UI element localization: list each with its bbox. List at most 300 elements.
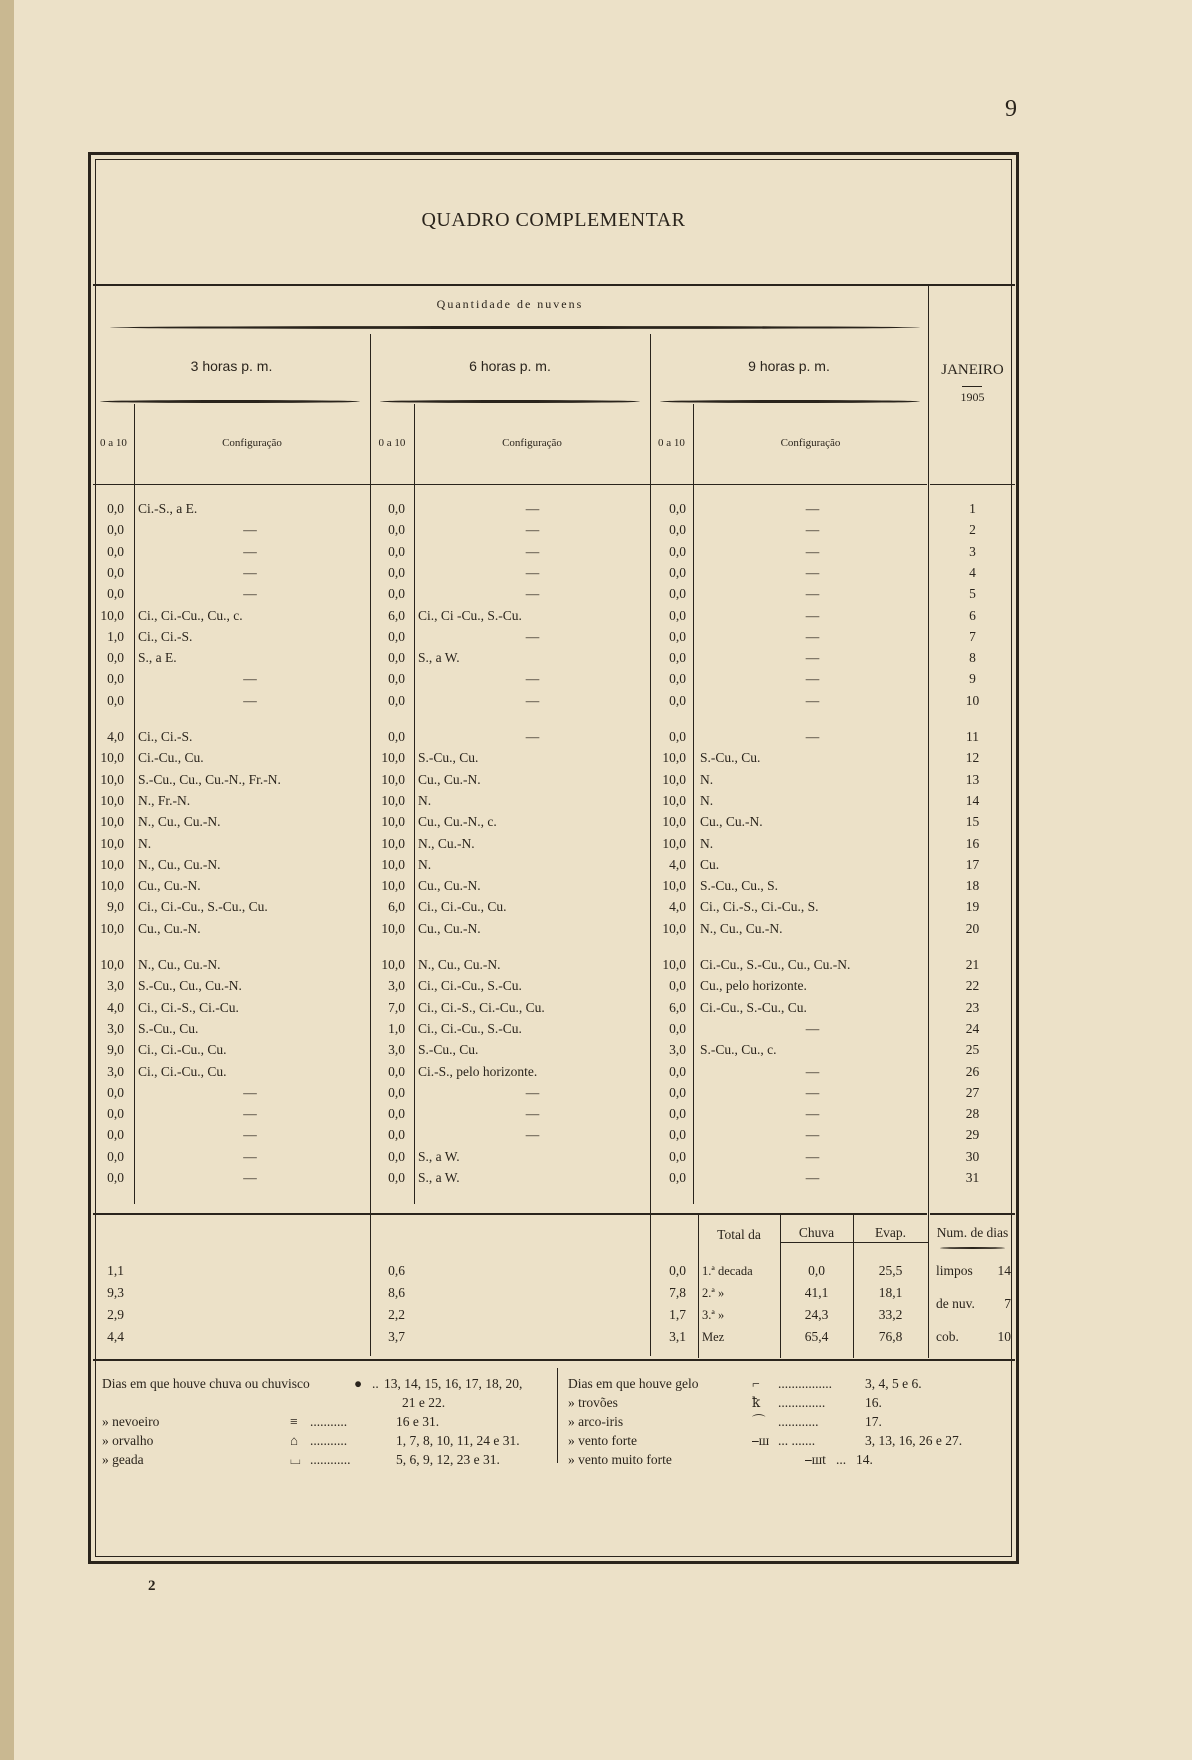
- cell-value: 0,0: [107, 1148, 124, 1164]
- cell-config: N.: [138, 835, 152, 851]
- cell-value: 0,0: [669, 1084, 686, 1100]
- summary-rain: 65,4: [804, 1329, 829, 1344]
- footer-leader: ..: [372, 1376, 379, 1391]
- cell-config: —: [525, 1127, 540, 1143]
- weather-symbol-icon: ⎯ш: [752, 1433, 770, 1448]
- cell-config: N., Cu.-N.: [418, 835, 475, 851]
- cell-value: 7,0: [388, 999, 405, 1015]
- cell-value: 10,0: [100, 771, 124, 787]
- cell-value: 10,0: [100, 792, 124, 808]
- cell-config: Ci.-Cu., S.-Cu., Cu.: [700, 999, 807, 1015]
- day-number: 31: [965, 1170, 980, 1185]
- cell-value: 0,0: [107, 1170, 124, 1185]
- cell-config: Cu., Cu.-N.: [418, 920, 481, 936]
- cell-value: 9,0: [107, 899, 124, 915]
- day-number: 13: [965, 771, 980, 787]
- day-number: 15: [965, 814, 980, 830]
- cell-config: Ci., Ci.-S., Ci.-Cu.: [138, 999, 239, 1015]
- day-number: 23: [965, 999, 980, 1015]
- cell-config: —: [243, 564, 257, 580]
- footer-divider: [557, 1368, 558, 1463]
- day-number: 12: [965, 750, 980, 766]
- cell-value: 10,0: [662, 814, 686, 830]
- cell-config: —: [243, 1106, 257, 1122]
- cell-value: 10,0: [100, 750, 124, 766]
- cell-value: 3,0: [388, 1042, 405, 1058]
- cell-value: 0,0: [107, 692, 124, 708]
- cell-value: 10,0: [381, 920, 405, 936]
- day-number: 28: [965, 1106, 980, 1122]
- cell-value: 0,0: [388, 1170, 405, 1185]
- cell-value: 3,0: [107, 1020, 124, 1036]
- cell-config: N., Cu., Cu.-N.: [700, 920, 783, 936]
- scale-column-header: 0 a 10: [378, 437, 406, 449]
- summary-value: 4,4: [107, 1329, 124, 1344]
- cell-value: 0,0: [388, 650, 405, 666]
- cell-config: Ci.-S., pelo horizonte.: [418, 1063, 538, 1079]
- footer-leader: ............: [310, 1452, 351, 1467]
- cell-value: 0,0: [388, 522, 405, 538]
- cell-config: —: [805, 729, 820, 744]
- cell-value: 0,0: [107, 564, 124, 580]
- cell-value: 9,0: [107, 1042, 124, 1058]
- cell-value: 0,0: [669, 1063, 686, 1079]
- table-title: QUADRO COMPLEMENTAR: [421, 209, 686, 231]
- cell-config: N.: [418, 856, 432, 872]
- decorative-swash: [660, 400, 920, 403]
- cell-value: 0,0: [388, 1084, 405, 1100]
- footer-label: » nevoeiro: [102, 1414, 160, 1429]
- day-number: 6: [969, 607, 976, 623]
- cell-value: 10,0: [100, 920, 124, 936]
- cell-config: —: [525, 671, 540, 687]
- day-number: 30: [965, 1148, 980, 1164]
- day-number: 27: [965, 1084, 980, 1100]
- cell-config: Ci., Ci.-S.: [138, 628, 193, 644]
- cell-config: Ci., Ci.-Cu., S.-Cu.: [418, 1020, 522, 1036]
- cell-value: 10,0: [381, 814, 405, 830]
- cell-config: N., Cu., Cu.-N.: [418, 957, 501, 972]
- cell-value: 0,0: [388, 586, 405, 602]
- cell-value: 0,0: [107, 586, 124, 602]
- clear-days-value: 14: [997, 1263, 1011, 1278]
- cell-value: 0,0: [388, 671, 405, 687]
- cell-value: 10,0: [381, 957, 405, 972]
- cell-config: —: [525, 586, 540, 602]
- cell-value: 0,0: [388, 1148, 405, 1164]
- cell-value: 0,0: [388, 1127, 405, 1143]
- summary-evap: 33,2: [878, 1307, 903, 1322]
- cell-value: 0,0: [107, 522, 124, 538]
- footer-value: 5, 6, 9, 12, 23 e 31.: [396, 1452, 500, 1467]
- day-number: 22: [965, 978, 980, 994]
- scale-column-header: 0 a 10: [100, 437, 127, 449]
- cell-value: 6,0: [669, 999, 686, 1015]
- summary-end-rule: [93, 1359, 1015, 1361]
- weather-symbol-icon: ⌂: [290, 1433, 299, 1448]
- cell-config: —: [525, 522, 540, 538]
- cell-value: 10,0: [381, 835, 405, 851]
- cell-config: Cu.: [700, 856, 720, 872]
- cell-value: 10,0: [662, 750, 686, 766]
- footer-leader: ............: [778, 1414, 819, 1429]
- day-number: 11: [966, 729, 979, 744]
- cell-value: 0,0: [669, 1106, 686, 1122]
- clear-days-label: limpos: [936, 1263, 973, 1278]
- header-rule: [93, 284, 1015, 286]
- year-label: 1905: [960, 390, 985, 404]
- data-end-rule: [93, 1213, 927, 1215]
- cell-config: N.: [418, 792, 432, 808]
- day-number: 21: [965, 957, 980, 972]
- day-number: 10: [965, 692, 980, 708]
- footer-value: 3, 13, 16, 26 e 27.: [865, 1433, 963, 1448]
- cell-config: —: [805, 1084, 820, 1100]
- day-number: 8: [969, 650, 976, 666]
- summary-value: 0,0: [669, 1263, 686, 1278]
- cell-value: 0,0: [669, 543, 686, 559]
- cell-config: —: [525, 543, 540, 559]
- cell-config: S.-Cu., Cu., S.: [700, 878, 779, 894]
- day-number: 1: [969, 501, 976, 516]
- footer-label: Dias em que houve gelo: [568, 1376, 699, 1391]
- footer-label: » vento muito forte: [568, 1452, 672, 1467]
- weather-symbol-icon: ●: [354, 1376, 363, 1391]
- cell-value: 0,0: [669, 586, 686, 602]
- cell-value: 6,0: [388, 899, 405, 915]
- cell-config: —: [805, 1063, 820, 1079]
- footer-label: » orvalho: [102, 1433, 154, 1448]
- cell-config: —: [243, 671, 257, 687]
- summary-period: 1.ª decada: [702, 1264, 753, 1278]
- footer-label: » arco-iris: [568, 1414, 624, 1429]
- day-number: 9: [969, 671, 976, 687]
- cell-value: 6,0: [388, 607, 405, 623]
- column-divider: [414, 404, 415, 1204]
- cell-config: S., a W.: [418, 1148, 460, 1164]
- period-label: 9 horas p. m.: [748, 358, 830, 374]
- day-number: 25: [965, 1042, 980, 1058]
- cell-value: 0,0: [388, 564, 405, 580]
- weather-symbol-icon: ⌐: [752, 1376, 760, 1391]
- cell-value: 0,0: [669, 1020, 686, 1036]
- cell-config: —: [243, 586, 257, 602]
- cell-config: —: [243, 1084, 257, 1100]
- cell-config: Cu., Cu.-N.: [418, 771, 481, 787]
- cell-value: 1,0: [107, 628, 124, 644]
- cell-value: 10,0: [662, 771, 686, 787]
- bottom-signature-mark: 2: [148, 1578, 156, 1594]
- cell-value: 3,0: [388, 978, 405, 994]
- column-header-rule: [930, 484, 1015, 485]
- cell-config: S.-Cu., Cu., c.: [700, 1042, 777, 1058]
- config-column-header: Configuração: [222, 437, 282, 449]
- footer-label: » trovões: [568, 1395, 618, 1410]
- cell-config: Cu., pelo horizonte.: [700, 978, 807, 994]
- summary-evap: 76,8: [878, 1329, 903, 1344]
- cell-config: —: [805, 628, 820, 644]
- cell-value: 3,0: [107, 978, 124, 994]
- summary-value: 9,3: [107, 1285, 124, 1300]
- period-label: 3 horas p. m.: [190, 358, 273, 374]
- cell-value: 0,0: [388, 729, 405, 744]
- month-label: JANEIRO: [941, 362, 1004, 378]
- cell-config: —: [525, 501, 540, 516]
- cell-config: Ci., Ci.-Cu., Cu.: [138, 1042, 227, 1058]
- cell-value: 4,0: [107, 999, 124, 1015]
- cell-value: 0,0: [669, 692, 686, 708]
- cell-config: N., Fr.-N.: [138, 792, 191, 808]
- footer-leader: ...........: [310, 1414, 348, 1429]
- cell-config: —: [243, 1170, 257, 1185]
- cell-value: 0,0: [669, 501, 686, 516]
- cell-config: Cu., Cu.-N.: [138, 878, 201, 894]
- cell-config: Ci., Ci.-Cu., S.-Cu., Cu.: [138, 899, 268, 915]
- cell-config: Ci., Ci.-S.: [138, 729, 193, 744]
- cell-config: N.: [700, 835, 714, 851]
- cell-value: 0,0: [388, 1106, 405, 1122]
- cell-value: 10,0: [662, 957, 686, 972]
- cell-value: 10,0: [662, 792, 686, 808]
- cell-config: —: [525, 729, 540, 744]
- cell-config: Ci.-Cu., Cu.: [138, 750, 204, 766]
- cell-value: 3,0: [669, 1042, 686, 1058]
- cell-value: 0,0: [669, 564, 686, 580]
- cell-value: 0,0: [669, 978, 686, 994]
- overcast-days-label: cob.: [936, 1329, 959, 1344]
- day-number: 5: [969, 586, 976, 602]
- summary-value: 2,2: [388, 1307, 405, 1322]
- cell-config: Ci., Ci.-S., Ci.-Cu., S.: [700, 899, 819, 915]
- column-divider: [693, 404, 694, 1204]
- cell-value: 10,0: [662, 835, 686, 851]
- cell-config: —: [805, 1170, 820, 1185]
- summary-value: 7,8: [669, 1285, 686, 1300]
- summary-value: 3,7: [388, 1329, 405, 1344]
- cell-value: 0,0: [388, 628, 405, 644]
- footer-label: » vento forte: [568, 1433, 637, 1448]
- cell-value: 10,0: [381, 792, 405, 808]
- footer-value: 16.: [865, 1395, 882, 1410]
- cell-config: —: [805, 692, 820, 708]
- cell-config: —: [805, 1106, 820, 1122]
- summary-value: 1,1: [107, 1263, 124, 1278]
- footer-value: 1, 7, 8, 10, 11, 24 e 31.: [396, 1433, 520, 1448]
- footer-leader: ... .......: [778, 1433, 816, 1448]
- cell-value: 10,0: [100, 856, 124, 872]
- cell-value: 0,0: [669, 671, 686, 687]
- cell-config: N., Cu., Cu.-N.: [138, 856, 221, 872]
- cell-config: —: [805, 1148, 820, 1164]
- cell-config: —: [805, 564, 820, 580]
- cell-value: 10,0: [100, 607, 124, 623]
- summary-rain: 41,1: [804, 1285, 829, 1300]
- cell-value: 0,0: [669, 1148, 686, 1164]
- cell-value: 10,0: [100, 878, 124, 894]
- cell-config: —: [805, 501, 820, 516]
- cell-value: 0,0: [669, 1127, 686, 1143]
- cell-config: —: [243, 1148, 257, 1164]
- weather-symbol-icon: ≡: [290, 1414, 298, 1429]
- day-number: 29: [965, 1127, 980, 1143]
- cell-config: Ci.-Cu., S.-Cu., Cu., Cu.-N.: [700, 957, 851, 972]
- cell-config: —: [805, 522, 820, 538]
- rain-header: Chuva: [798, 1225, 835, 1240]
- period-label: 6 horas p. m.: [469, 358, 551, 374]
- day-number: 18: [965, 878, 980, 894]
- cell-config: —: [525, 1106, 540, 1122]
- cell-config: S.-Cu., Cu.: [418, 1042, 479, 1058]
- footer-value: 3, 4, 5 e 6.: [865, 1376, 922, 1391]
- cell-value: 0,0: [107, 543, 124, 559]
- column-header-rule: [93, 484, 927, 485]
- cell-value: 0,0: [669, 650, 686, 666]
- summary-subheader-rule: [780, 1242, 928, 1243]
- cell-value: 0,0: [107, 1106, 124, 1122]
- cell-config: N.: [700, 792, 714, 808]
- summary-value: 0,6: [388, 1263, 405, 1278]
- cloudy-days-value: 7: [1004, 1296, 1011, 1311]
- decorative-swash: [380, 400, 640, 403]
- cell-value: 10,0: [662, 878, 686, 894]
- summary-value: 2,9: [107, 1307, 124, 1322]
- summary-period: Mez: [702, 1330, 725, 1344]
- month-underline: [962, 386, 982, 387]
- summary-value: 3,1: [669, 1329, 686, 1344]
- cell-value: 0,0: [388, 1063, 405, 1079]
- cell-value: 0,0: [669, 607, 686, 623]
- day-number: 3: [969, 543, 976, 559]
- cell-config: Cu., Cu.-N.: [138, 920, 201, 936]
- weather-symbol-icon: ꝁ: [752, 1395, 761, 1410]
- cell-value: 10,0: [381, 856, 405, 872]
- cell-value: 0,0: [388, 692, 405, 708]
- decorative-swash: [100, 400, 360, 403]
- page-number: 9: [1005, 96, 1017, 122]
- cell-config: S.-Cu., Cu., Cu.-N., Fr.-N.: [138, 771, 281, 787]
- cell-value: 10,0: [381, 750, 405, 766]
- footer-value: 16 e 31.: [396, 1414, 440, 1429]
- cell-value: 1,0: [388, 1020, 405, 1036]
- page-binding-edge: [0, 0, 14, 1760]
- summary-rain: 24,3: [804, 1307, 829, 1322]
- day-number: 17: [965, 856, 980, 872]
- cell-config: —: [525, 564, 540, 580]
- cell-config: —: [805, 1020, 820, 1036]
- cell-value: 0,0: [669, 729, 686, 744]
- footer-value: 14.: [856, 1452, 873, 1467]
- cell-value: 4,0: [107, 729, 124, 744]
- day-number: 4: [969, 564, 976, 580]
- summary-value: 8,6: [388, 1285, 405, 1300]
- footer-leader: ..............: [778, 1395, 826, 1410]
- footer-value: 13, 14, 15, 16, 17, 18, 20,: [384, 1376, 523, 1391]
- cell-value: 10,0: [381, 771, 405, 787]
- cell-config: S.-Cu., Cu.: [418, 750, 479, 766]
- summary-period: 3.ª »: [702, 1308, 725, 1322]
- day-number: 16: [965, 835, 980, 851]
- day-number: 20: [965, 920, 980, 936]
- cell-config: Ci.-S., a E.: [138, 501, 198, 516]
- config-column-header: Configuração: [502, 437, 562, 449]
- cell-config: S., a W.: [418, 1170, 460, 1185]
- cell-value: 10,0: [381, 878, 405, 894]
- footer-value: 17.: [865, 1414, 882, 1429]
- cell-config: S., a W.: [418, 650, 460, 666]
- cell-config: S., a E.: [138, 650, 177, 666]
- cell-config: N., Cu., Cu.-N.: [138, 957, 221, 972]
- cell-config: —: [525, 628, 540, 644]
- day-number: 19: [965, 899, 980, 915]
- footer-label: » geada: [102, 1452, 144, 1467]
- cell-value: 0,0: [107, 1127, 124, 1143]
- total-header: Total da: [717, 1227, 761, 1242]
- cell-value: 0,0: [669, 1170, 686, 1185]
- config-column-header: Configuração: [780, 437, 841, 449]
- decorative-swash: [940, 1247, 1005, 1249]
- weather-symbol-icon: ⌒: [752, 1414, 766, 1429]
- cloudy-days-label: de nuv.: [936, 1296, 975, 1311]
- cell-config: Ci., Ci -Cu., S.-Cu.: [418, 607, 522, 623]
- cell-value: 0,0: [107, 1084, 124, 1100]
- cell-config: N., Cu., Cu.-N.: [138, 814, 221, 830]
- cell-value: 0,0: [669, 522, 686, 538]
- overcast-days-value: 10: [997, 1329, 1011, 1344]
- cell-config: —: [805, 1127, 820, 1143]
- cell-value: 3,0: [107, 1063, 124, 1079]
- cell-config: Ci., Ci.-Cu., Cu.: [418, 899, 507, 915]
- footer-leader: ...........: [310, 1433, 348, 1448]
- summary-evap: 25,5: [878, 1263, 903, 1278]
- data-end-rule: [930, 1213, 1015, 1215]
- day-number: 7: [969, 628, 976, 644]
- cell-config: Cu., Cu.-N., c.: [418, 814, 497, 830]
- section-title: Quantidade de nuvens: [436, 297, 584, 311]
- cell-config: —: [525, 1084, 540, 1100]
- day-number: 14: [965, 792, 980, 808]
- cell-config: Ci., Ci.-Cu., Cu., c.: [138, 607, 243, 623]
- evap-header: Evap.: [874, 1225, 907, 1240]
- cell-config: —: [243, 692, 257, 708]
- cell-value: 10,0: [100, 835, 124, 851]
- cell-value: 0,0: [107, 671, 124, 687]
- cell-value: 10,0: [100, 814, 124, 830]
- cell-config: Ci., Ci.-Cu., S.-Cu.: [418, 978, 522, 994]
- cell-value: 0,0: [107, 501, 124, 516]
- cell-value: 0,0: [388, 543, 405, 559]
- cell-config: —: [805, 586, 820, 602]
- column-divider: [134, 404, 135, 1204]
- days-header: Num. de dias: [936, 1225, 1009, 1240]
- column-divider: [928, 286, 929, 1358]
- cell-config: S.-Cu., Cu., Cu.-N.: [138, 978, 242, 994]
- cell-config: —: [805, 671, 820, 687]
- weather-symbol-icon: ⎯шt: [805, 1452, 826, 1467]
- summary-period: 2.ª »: [702, 1286, 725, 1300]
- cell-config: —: [805, 543, 820, 559]
- footer-leader: ...: [836, 1452, 847, 1467]
- summary-evap: 18,1: [878, 1285, 903, 1300]
- footer-label: Dias em que houve chuva ou chuvisco: [102, 1376, 310, 1391]
- cell-config: —: [243, 1127, 257, 1143]
- cell-config: —: [805, 607, 820, 623]
- day-number: 24: [965, 1020, 980, 1036]
- cell-value: 0,0: [669, 628, 686, 644]
- cell-value: 10,0: [662, 920, 686, 936]
- cell-config: N.: [700, 771, 714, 787]
- footer-leader: ................: [778, 1376, 832, 1391]
- footer-value: 21 e 22.: [402, 1395, 446, 1410]
